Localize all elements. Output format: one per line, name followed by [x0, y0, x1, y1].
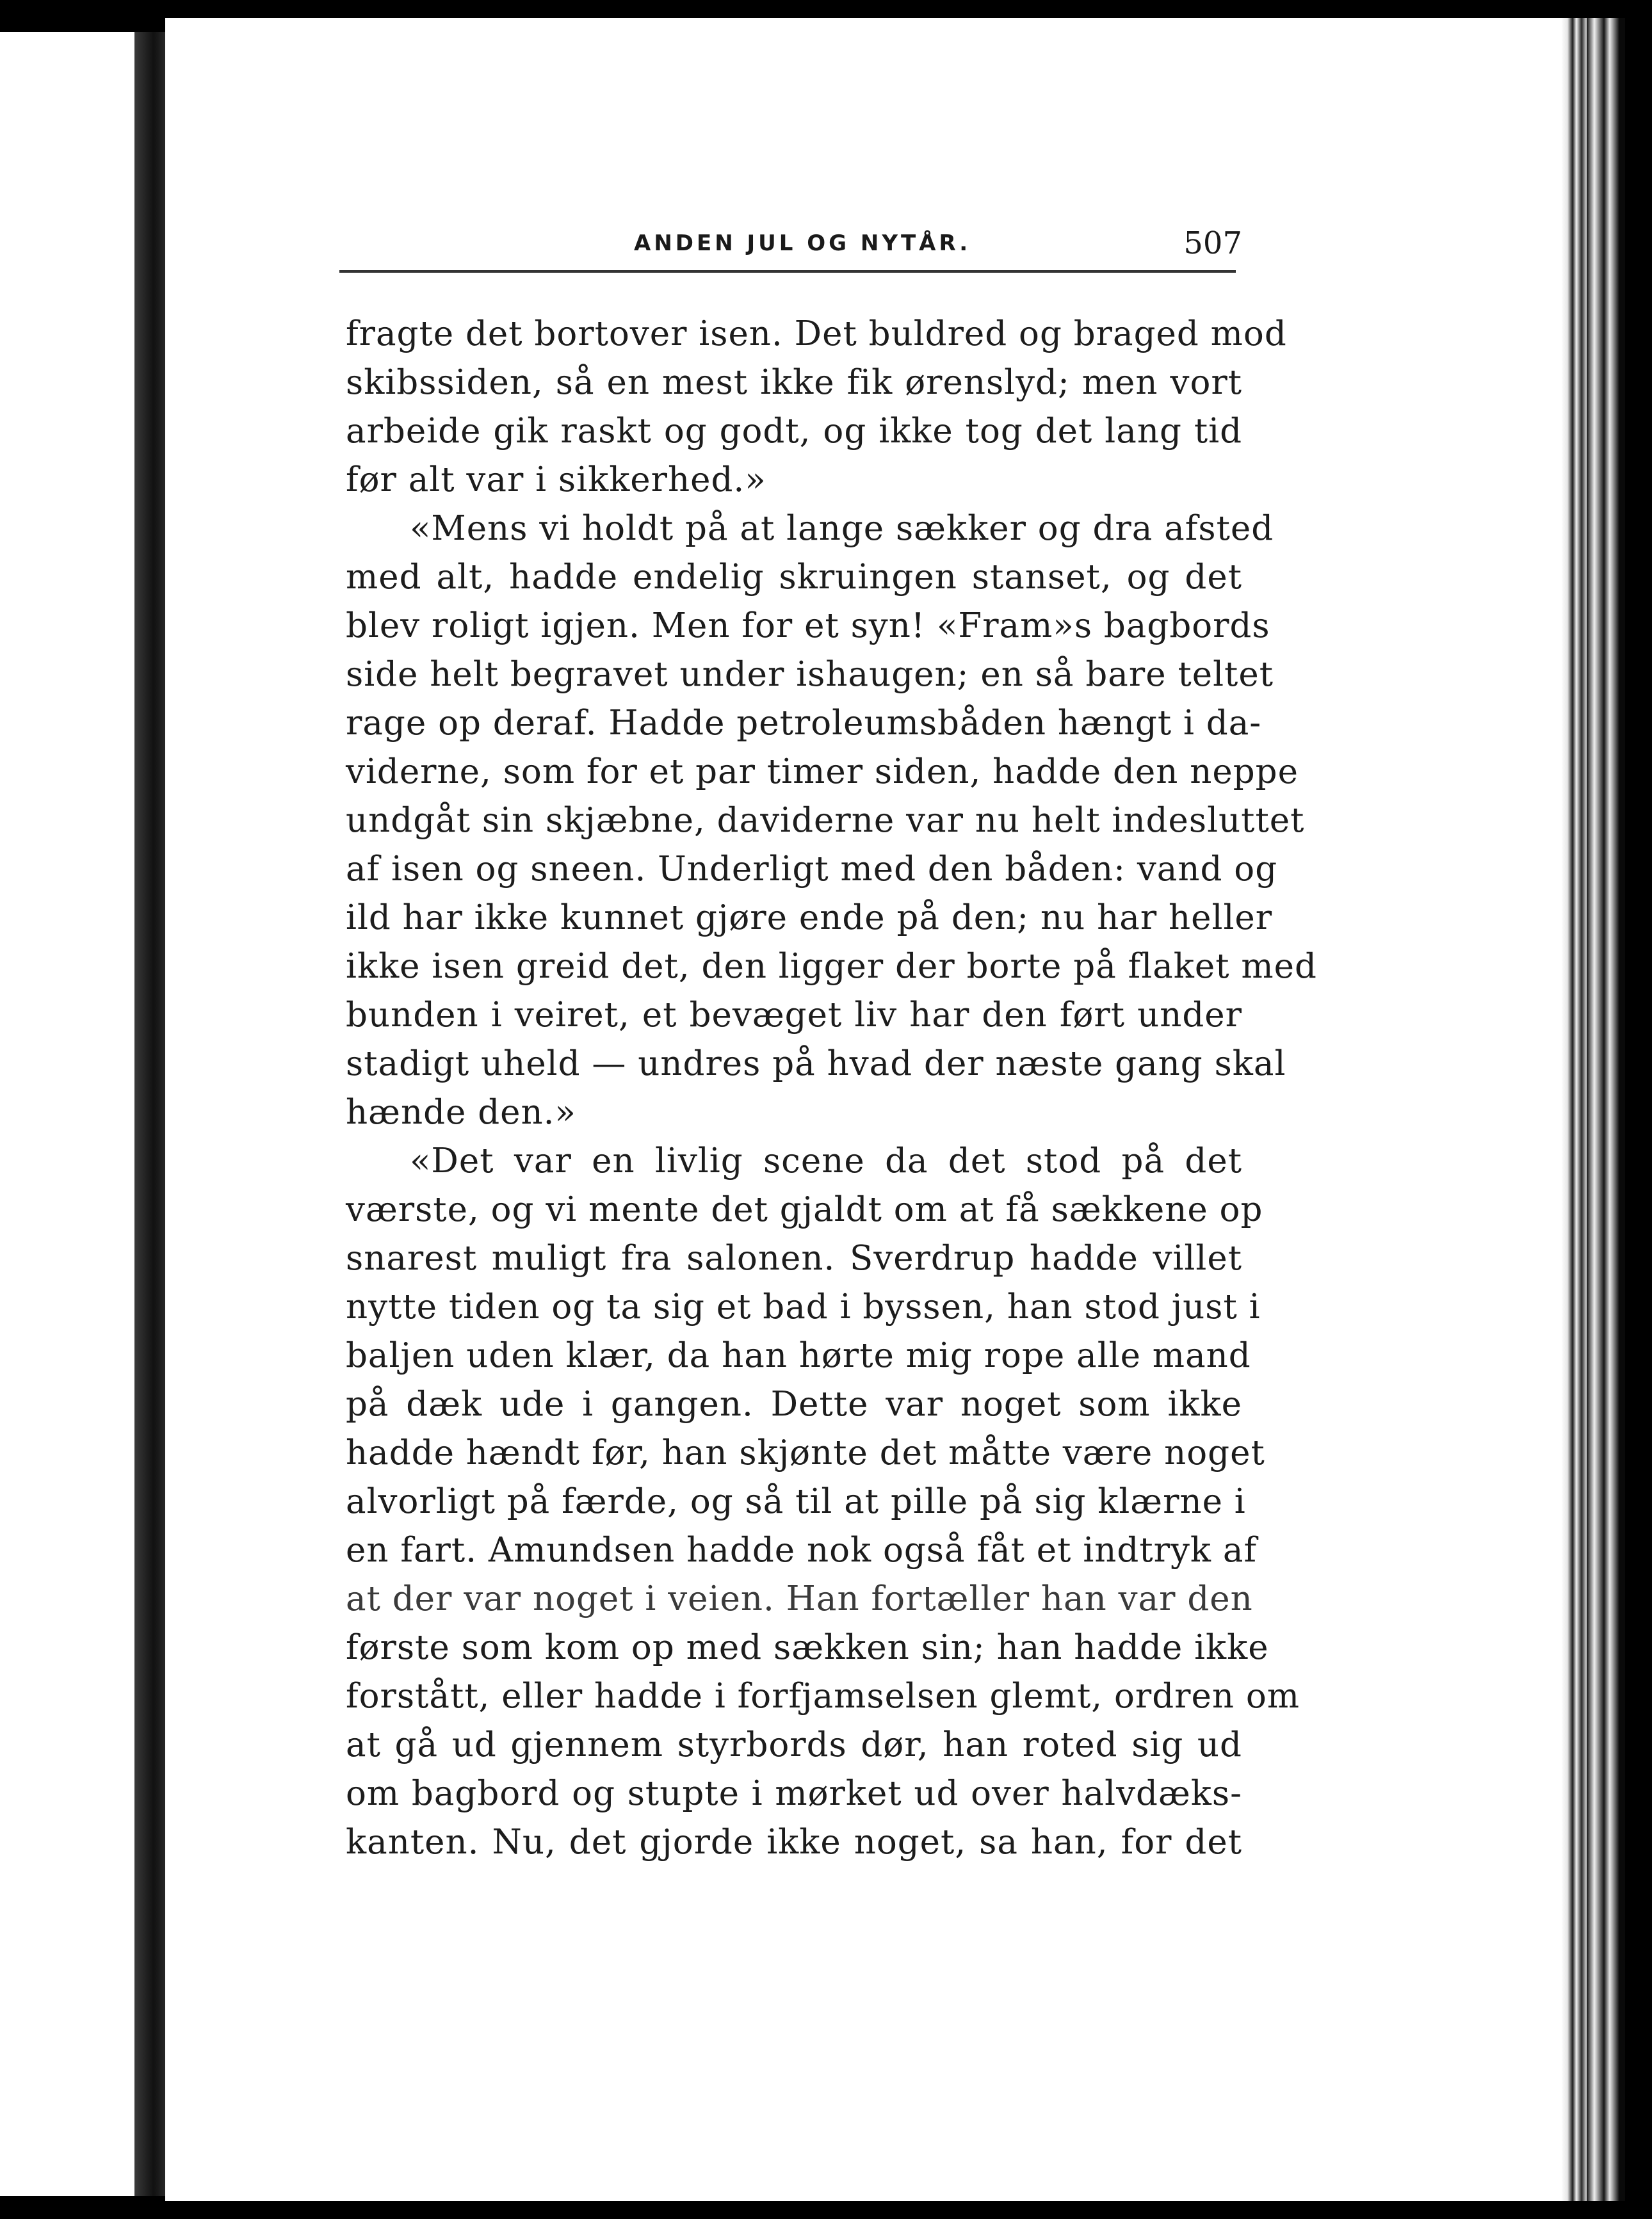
- previous-page-edge: [0, 32, 134, 2196]
- text-line: før alt var i sikkerhed.»: [346, 460, 766, 499]
- text-line: ild har ikke kunnet gjøre ende på den; nu har heller: [346, 898, 1273, 937]
- text-line: værste, og vi mente det gjaldt om at få sækkene op: [346, 1190, 1263, 1229]
- text-line: undgåt sin skjæbne, daviderne var nu helt indesluttet: [346, 801, 1305, 840]
- book-cover-edge: [1587, 18, 1625, 2201]
- header-rule: [339, 270, 1236, 273]
- text-line: af isen og sneen. Underligt med den båden: vand og: [346, 850, 1278, 889]
- text-line: bunden i veiret, et bevæget liv har den ført under: [346, 996, 1242, 1035]
- body-text: [346, 310, 1317, 1867]
- text-line: en fart. Amundsen hadde nok også fåt et indtryk af: [346, 1531, 1258, 1570]
- text-line: arbeide gik raskt og godt, og ikke tog det lang tid: [346, 412, 1242, 451]
- text-line: fragte det bortover isen. Det buldred og braged mod: [346, 314, 1287, 353]
- text-line: skibssiden, så en mest ikke fik ørenslyd; men vort: [346, 363, 1242, 402]
- text-line: alvorligt på færde, og så til at pille på sig klærne i: [346, 1482, 1246, 1521]
- running-title: ANDEN JUL OG NYTÅR.: [634, 230, 971, 256]
- text-line: blev roligt igjen. Men for et syn! «Fram»s bagbords: [346, 606, 1270, 645]
- text-line: kanten. Nu, det gjorde ikke noget, sa han, for det: [346, 1823, 1242, 1862]
- text-line: med alt, hadde endelig skruingen stanset, og det: [346, 558, 1242, 597]
- text-line: ikke isen greid det, den ligger der borte på flaket med: [346, 947, 1317, 986]
- text-line: side helt begravet under ishaugen; en så bare teltet: [346, 655, 1274, 694]
- text-line: snarest muligt fra salonen. Sverdrup hadde villet: [346, 1239, 1242, 1278]
- text-line: baljen uden klær, da han hørte mig rope alle mand: [346, 1336, 1251, 1375]
- page-number: 507: [1183, 225, 1242, 261]
- text-line: viderne, som for et par timer siden, hadde den neppe: [346, 752, 1299, 791]
- text-line: «Mens vi holdt på at lange sækker og dra afsted: [410, 509, 1274, 548]
- text-line: at der var noget i veien. Han fortæller han var den: [346, 1579, 1253, 1618]
- text-line: nytte tiden og ta sig et bad i byssen, han stod just i: [346, 1287, 1261, 1327]
- text-line: forstått, eller hadde i forfjamselsen glemt, ordren om: [346, 1677, 1300, 1716]
- running-head: [333, 225, 1242, 269]
- text-line: på dæk ude i gangen. Dette var noget som ikke: [346, 1385, 1242, 1424]
- page-stack-edge: [1561, 18, 1587, 2201]
- text-line: første som kom op med sækken sin; han hadde ikke: [346, 1628, 1269, 1667]
- book-gutter-left: [134, 32, 166, 2196]
- text-line: «Det var en livlig scene da det stod på det: [410, 1142, 1242, 1181]
- text-line: om bagbord og stupte i mørket ud over halvdæks-: [346, 1774, 1242, 1813]
- text-line: stadigt uheld — undres på hvad der næste gang skal: [346, 1044, 1286, 1083]
- text-line: at gå ud gjennem styrbords dør, han roted sig ud: [346, 1725, 1242, 1764]
- text-line: hænde den.»: [346, 1093, 576, 1132]
- text-line: hadde hændt før, han skjønte det måtte være noget: [346, 1433, 1265, 1473]
- text-line: rage op deraf. Hadde petroleumsbåden hængt i da-: [346, 704, 1262, 743]
